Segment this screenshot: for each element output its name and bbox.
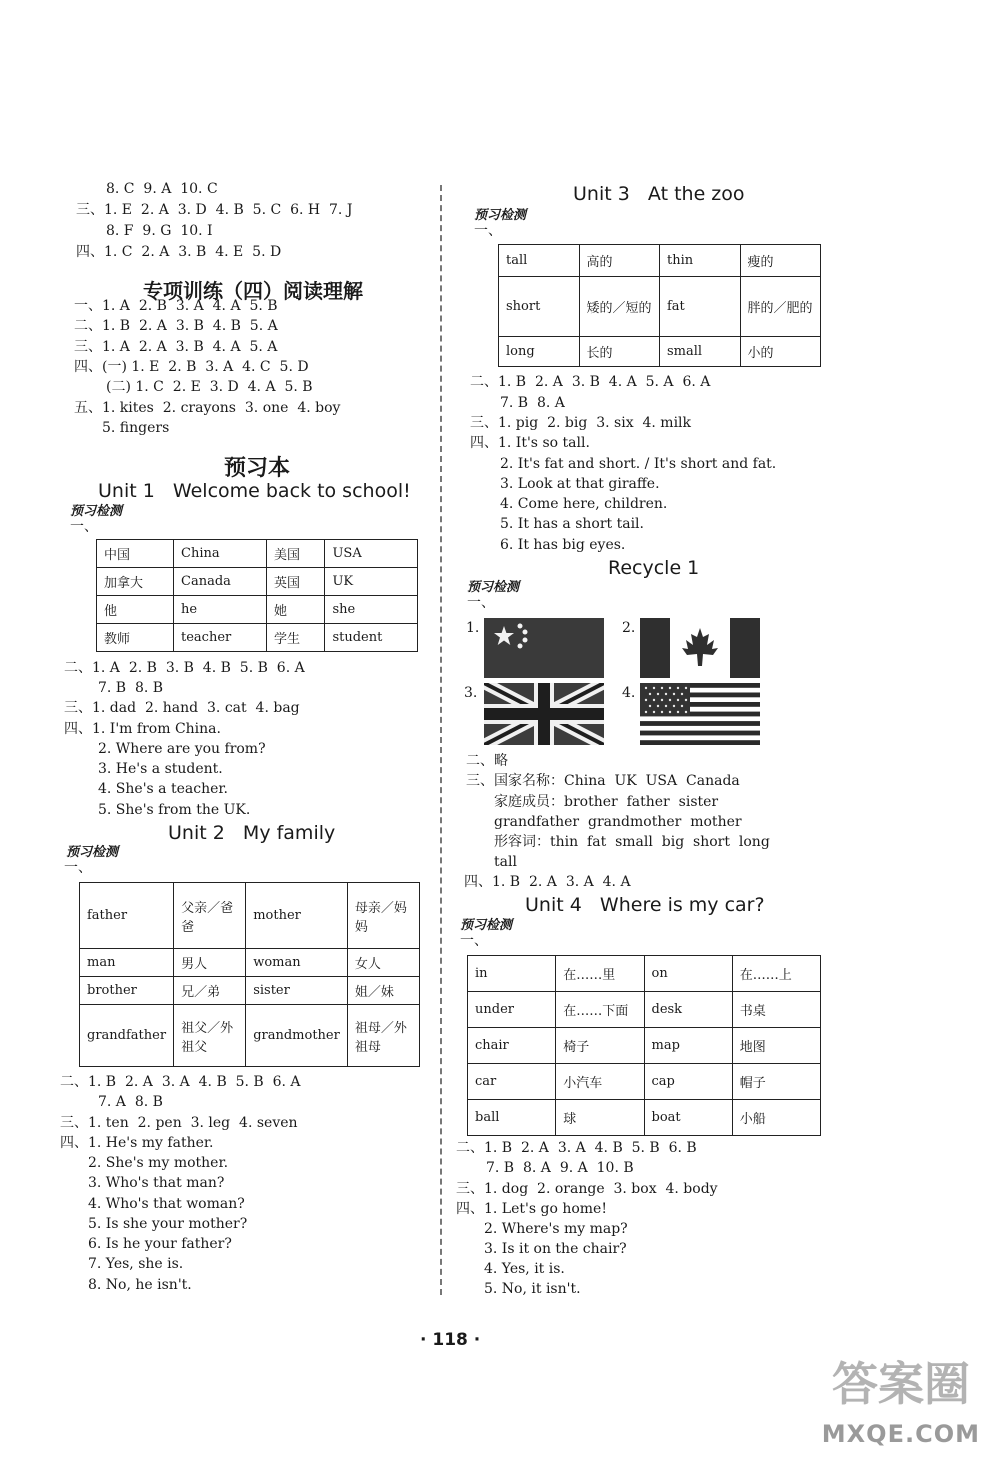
unit3-vocab-table [498,244,821,367]
recycle-answer-line: tall [494,854,517,870]
unit1-answer-line: 二、1. A 2. B 3. B 4. B 5. B 6. A [64,660,305,676]
table-row [468,956,821,992]
table-cell: chair [468,1028,556,1064]
unit2-title: Unit 2 My family [168,822,336,844]
unit3-answer-line: 6. It has big eyes. [500,537,626,553]
recycle-answer-line: 形容词：thin fat small big short long [494,834,770,850]
unit1-answer-line: 四、1. I'm from China. [64,721,221,737]
table-row [97,624,418,652]
reading-answer-line: 四、(一) 1. E 2. B 3. A 4. C 5. D [74,359,309,375]
table-cell: 男人 [174,949,246,977]
prev-answer-line: 三、1. E 2. A 3. D 4. B 5. C 6. H 7. J [76,202,353,218]
table-row [468,1064,821,1100]
table-cell: 英国 [267,568,325,596]
table-cell: 中国 [97,540,174,568]
table-cell: 他 [97,596,174,624]
table-cell: car [468,1064,556,1100]
flag-label: 3. [464,685,478,701]
unit2-vocab-table [79,882,420,1067]
unit3-answer-line: 5. It has a short tail. [500,516,644,532]
table-cell: 女人 [347,949,419,977]
preview-test-tag: 预习检测 [460,918,513,933]
table-cell: 长的 [579,337,660,367]
table-cell: map [644,1028,732,1064]
table-row [468,1028,821,1064]
column-divider [440,185,442,1295]
flag-label: 1. [466,620,480,636]
table-row [97,596,418,624]
unit2-answer-line: 8. No, he isn't. [88,1277,192,1293]
unit2-answer-line: 2. She's my mother. [88,1155,229,1171]
unit4-answer-line: 二、1. B 2. A 3. A 4. B 5. B 6. B [456,1140,697,1156]
table-row [468,1100,821,1136]
unit3-answer-line: 7. B 8. A [500,395,565,411]
unit1-answer-line: 2. Where are you from? [98,741,266,757]
table-cell: 书桌 [732,992,820,1028]
unit1-answer-line: 5. She's from the UK. [98,802,251,818]
table-cell: 学生 [267,624,325,652]
table-cell: tall [499,245,580,277]
page-number: · 118 · [420,1330,481,1350]
reading-answer-line: 一、1. A 2. B 3. A 4. A 5. B [74,298,278,314]
table-cell: sister [246,977,348,1005]
unit3-answer-line: 2. It's fat and short. / It's short and fat. [500,456,777,472]
table-cell: small [660,337,741,367]
table-cell: 祖父／外祖父 [174,1005,246,1067]
unit4-answer-line: 4. Yes, it is. [484,1261,565,1277]
reading-answer-line: 二、1. B 2. A 3. B 4. B 5. A [74,318,278,334]
table-row [80,949,420,977]
unit1-answer-line: 4. She's a teacher. [98,781,228,797]
unit1-title: Unit 1 Welcome back to school! [98,480,411,502]
flag-label: 4. [622,685,636,701]
table-cell: 球 [556,1100,644,1136]
table-cell: man [80,949,174,977]
recycle-answer-line: grandfather grandmother mother [494,814,742,830]
canada-flag-icon [640,618,760,678]
table-cell: 地图 [732,1028,820,1064]
unit2-answer-line: 三、1. ten 2. pen 3. leg 4. seven [60,1115,298,1131]
table-cell: teacher [174,624,267,652]
table-cell: father [80,883,174,949]
unit1-answer-line: 3. He's a student. [98,761,223,777]
table-cell: 小的 [740,337,821,367]
table-cell: under [468,992,556,1028]
table-cell: 帽子 [732,1064,820,1100]
recycle-answer-line: 家庭成员：brother father sister [494,794,719,810]
unit3-answer-line: 3. Look at that giraffe. [500,476,660,492]
unit4-answer-line: 3. Is it on the chair? [484,1241,627,1257]
table-cell: 小船 [732,1100,820,1136]
table-cell: 祖母／外祖母 [347,1005,419,1067]
recycle-answer-line: 二、略 [466,753,508,769]
table-cell: student [325,624,418,652]
unit2-answer-line: 4. Who's that woman? [88,1196,245,1212]
table-cell: ball [468,1100,556,1136]
unit1-answer-line: 三、1. dad 2. hand 3. cat 4. bag [64,700,300,716]
table-row [80,1005,420,1067]
unit3-answer-line: 三、1. pig 2. big 3. six 4. milk [470,415,692,431]
unit4-answer-line: 5. No, it isn't. [484,1281,581,1297]
section-label: 一、 [70,519,98,535]
table-cell: UK [325,568,418,596]
table-row [499,245,821,277]
table-cell: grandmother [246,1005,348,1067]
preview-test-tag: 预习检测 [467,580,520,595]
unit2-answer-line: 6. Is he your father? [88,1236,232,1252]
recycle-answer-line: 四、1. B 2. A 3. A 4. A [464,874,631,890]
reading-answer-line: 五、1. kites 2. crayons 3. one 4. boy [74,400,341,416]
unit2-answer-line: 3. Who's that man? [88,1175,225,1191]
flag-label: 2. [622,620,636,636]
table-cell: 美国 [267,540,325,568]
watermark-logo: 答案圈 [832,1357,970,1411]
table-cell: cap [644,1064,732,1100]
table-cell: 姐／妹 [347,977,419,1005]
table-cell: 在……下面 [556,992,644,1028]
table-cell: 小汽车 [556,1064,644,1100]
table-cell: brother [80,977,174,1005]
unit2-answer-line: 二、1. B 2. A 3. A 4. B 5. B 6. A [60,1074,301,1090]
table-cell: 瘦的 [740,245,821,277]
table-cell: 母亲／妈妈 [347,883,419,949]
table-cell: 胖的／肥的 [740,277,821,337]
section-label: 一、 [64,860,92,876]
usa-flag-icon [640,683,760,745]
watermark-url: MXQE.COM [821,1420,980,1448]
table-cell: woman [246,949,348,977]
recycle-answer-line: 三、国家名称：China UK USA Canada [466,773,740,789]
table-cell: USA [325,540,418,568]
unit1-answer-line: 7. B 8. B [98,680,164,696]
table-cell: China [174,540,267,568]
table-cell: in [468,956,556,992]
table-cell: fat [660,277,741,337]
unit3-title: Unit 3 At the zoo [573,183,745,205]
reading-section-title: 专项训练（四）阅读理解 [143,279,363,303]
section-label: 一、 [460,933,488,949]
reading-answer-line: 三、1. A 2. A 3. B 4. A 5. A [74,339,278,355]
reading-answer-line: 5. fingers [102,420,170,436]
recycle1-title: Recycle 1 [608,557,700,579]
table-cell: boat [644,1100,732,1136]
table-row [80,977,420,1005]
table-cell: thin [660,245,741,277]
table-cell: grandfather [80,1005,174,1067]
table-row [97,540,418,568]
reading-answer-line: (二) 1. C 2. E 3. D 4. A 5. B [106,379,313,395]
table-row [97,568,418,596]
unit2-answer-line: 7. Yes, she is. [88,1256,184,1272]
table-cell: 矮的／短的 [579,277,660,337]
unit4-answer-line: 四、1. Let's go home! [456,1201,607,1217]
table-row [499,277,821,337]
table-cell: mother [246,883,348,949]
table-cell: 高的 [579,245,660,277]
table-cell: he [174,596,267,624]
china-flag-icon [484,618,604,678]
table-cell: 兄／弟 [174,977,246,1005]
table-cell: 在……里 [556,956,644,992]
table-cell: 父亲／爸爸 [174,883,246,949]
unit3-answer-line: 4. Come here, children. [500,496,668,512]
table-cell: long [499,337,580,367]
preview-book-title: 预习本 [224,456,291,481]
unit4-answer-line: 7. B 8. A 9. A 10. B [486,1160,634,1176]
prev-answer-line: 8. C 9. A 10. C [106,181,218,197]
table-row [468,992,821,1028]
table-cell: 她 [267,596,325,624]
prev-answer-line: 四、1. C 2. A 3. B 4. E 5. D [76,244,282,260]
section-label: 一、 [467,595,495,611]
unit4-answer-line: 2. Where's my map? [484,1221,628,1237]
table-cell: she [325,596,418,624]
uk-flag-icon [484,683,604,745]
unit3-answer-line: 四、1. It's so tall. [470,435,590,451]
table-cell: short [499,277,580,337]
section-label: 一、 [474,223,502,239]
table-row [80,883,420,949]
preview-test-tag: 预习检测 [474,208,527,223]
preview-test-tag: 预习检测 [66,845,119,860]
table-cell: Canada [174,568,267,596]
preview-test-tag: 预习检测 [70,504,123,519]
prev-answer-line: 8. F 9. G 10. I [106,223,213,239]
table-cell: 在……上 [732,956,820,992]
unit2-answer-line: 5. Is she your mother? [88,1216,248,1232]
table-row [499,337,821,367]
table-cell: 加拿大 [97,568,174,596]
table-cell: on [644,956,732,992]
table-cell: 教师 [97,624,174,652]
unit4-vocab-table [467,955,821,1136]
unit3-answer-line: 二、1. B 2. A 3. B 4. A 5. A 6. A [470,374,711,390]
unit4-answer-line: 三、1. dog 2. orange 3. box 4. body [456,1181,718,1197]
unit2-answer-line: 四、1. He's my father. [60,1135,214,1151]
unit4-title: Unit 4 Where is my car? [525,894,765,916]
unit1-vocab-table [96,539,418,652]
table-cell: desk [644,992,732,1028]
table-cell: 椅子 [556,1028,644,1064]
unit2-answer-line: 7. A 8. B [98,1094,163,1110]
